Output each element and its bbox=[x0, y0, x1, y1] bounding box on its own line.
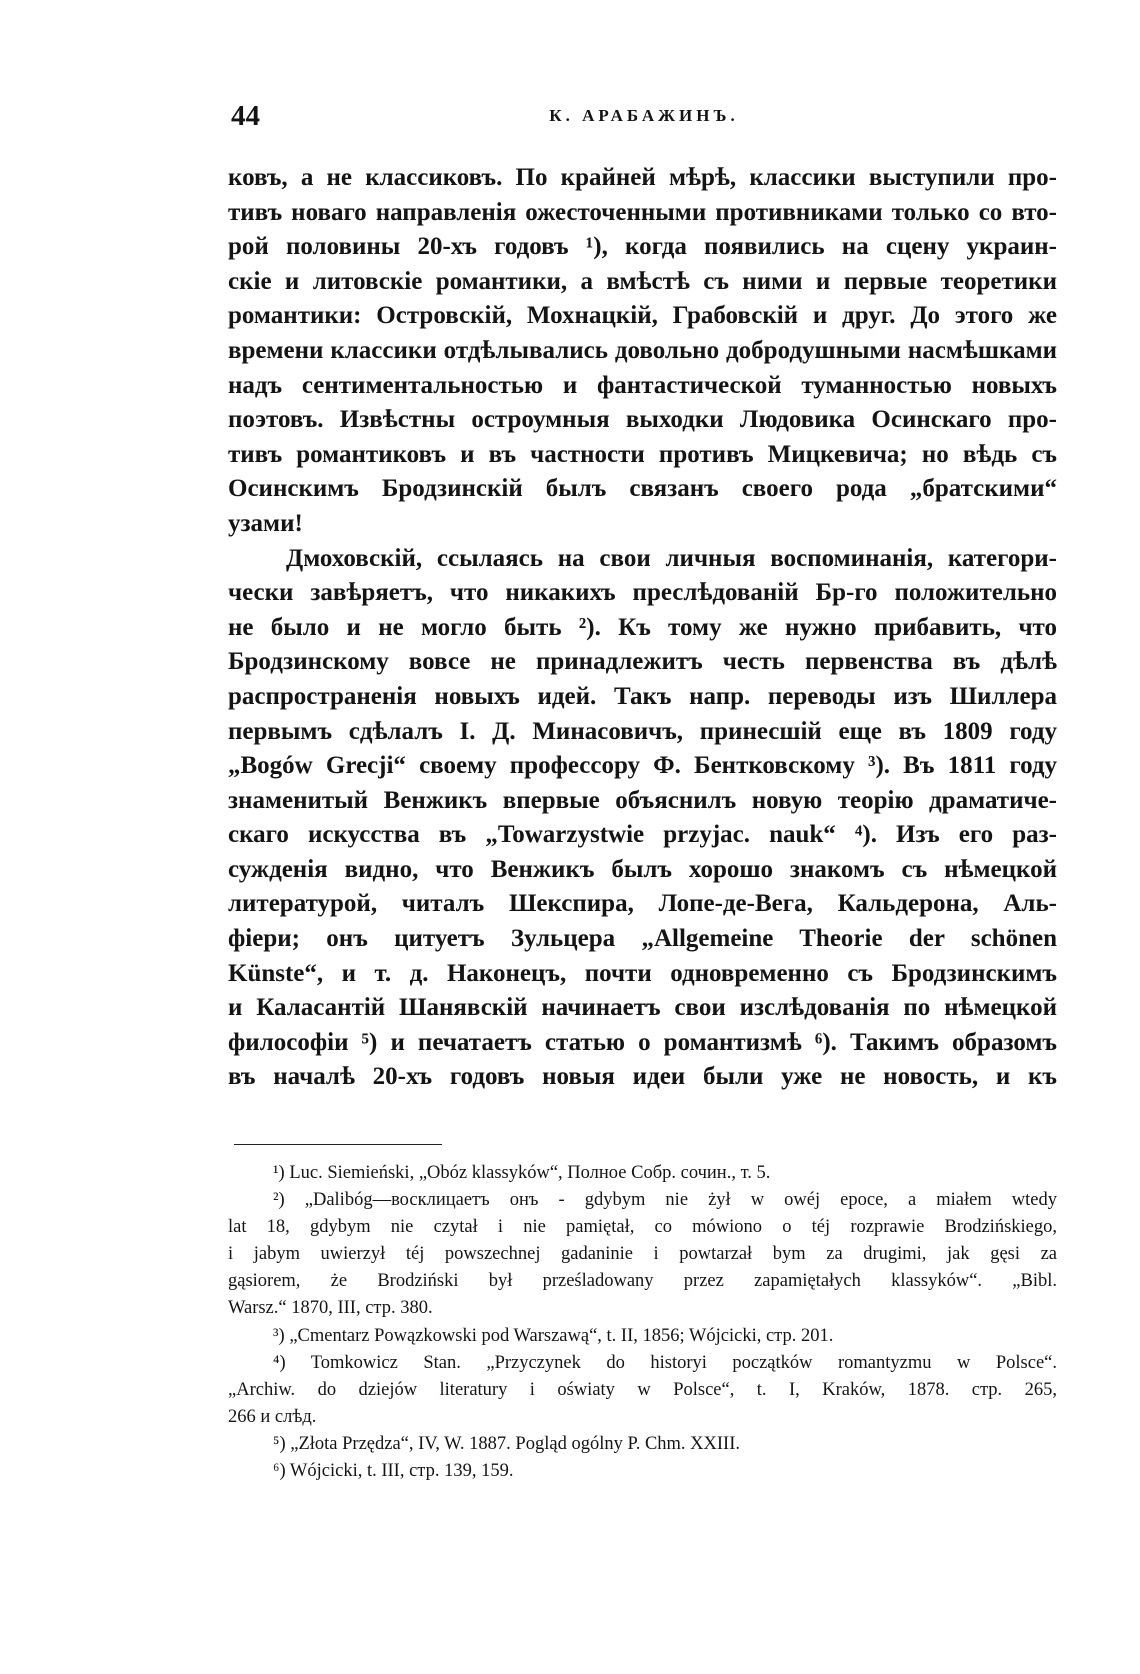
footnotes bbox=[228, 1160, 1057, 1485]
footnote-line: ⁴) Tomkowicz Stan. „Przyczynek do historyi początków romantyzmu w Polsce“. bbox=[273, 1352, 1057, 1373]
text-line: Künste“, и т. д. Наконецъ, почти одновременно съ Бродзинскимъ bbox=[228, 959, 1057, 987]
text-line: тивъ романтиковъ и въ частности противъ Мицкевича; но вѣдь съ bbox=[228, 440, 1057, 468]
text-line: литературой, читалъ Шекспира, Лопе-де-Вега, Кальдерона, Аль- bbox=[228, 890, 1057, 918]
text-line: романтики: Островскій, Мохнацкій, Грабовскій и друг. До этого же bbox=[228, 302, 1057, 330]
text-line: первымъ сдѣлалъ І. Д. Минасовичъ, принесшій еще въ 1809 году bbox=[228, 717, 1057, 745]
text-line: узами! bbox=[228, 509, 303, 537]
page-header bbox=[231, 96, 1057, 136]
text-line: скіе и литовскіе романтики, а вмѣстѣ съ ними и первые теоретики bbox=[228, 267, 1057, 295]
text-line: „Bogów Grecji“ своему профессору Ф. Бентковскому ³). Въ 1811 году bbox=[228, 752, 1057, 780]
text-line: распространенія новыхъ идей. Такъ напр. переводы изъ Шиллера bbox=[228, 682, 1057, 710]
footnote-divider bbox=[234, 1144, 442, 1145]
text-line: времени классики отдѣлывались довольно добродушными насмѣшками bbox=[228, 336, 1057, 364]
footnote-line: ²) „Dalibóg—восклицаетъ онъ - gdybym nie żył w owéj epoce, a miałem wtedy bbox=[273, 1190, 1057, 1211]
text-line: рой половины 20-хъ годовъ ¹), когда появились на сцену украин- bbox=[228, 233, 1057, 261]
footnote-line: „Archiw. do dziejów literatury i oświaty w Polsce“, t. I, Kraków, 1878. стр. 265, bbox=[228, 1379, 1057, 1400]
footnote-line: lat 18, gdybym nie czytał i nie pamiętał, co mówiono o téj rozprawie Brodzińskiego, bbox=[228, 1217, 1057, 1238]
footnote-line: ¹) Luc. Siemieński, „Obóz klassyków“, Полное Собр. сочин., т. 5. bbox=[273, 1163, 771, 1183]
text-line: Дмоховскій, ссылаясь на свои личныя воспоминанія, категори- bbox=[286, 544, 1057, 572]
page-number: 44 bbox=[231, 100, 260, 132]
text-line: надъ сентиментальностью и фантастической туманностью новыхъ bbox=[228, 371, 1057, 399]
text-line: Бродзинскому вовсе не принадлежитъ честь первенства въ дѣлѣ bbox=[228, 648, 1057, 676]
text-line: чески завѣряетъ, что никакихъ преслѣдованій Бр-го положительно bbox=[228, 579, 1057, 607]
footnote-line: 266 и слѣд. bbox=[228, 1406, 317, 1427]
main-text bbox=[228, 161, 1057, 1095]
text-line: знаменитый Венжикъ впервые объяснилъ новую теорію драматиче- bbox=[228, 786, 1057, 814]
text-line: философіи ⁵) и печатаетъ статью о романтизмѣ ⁶). Такимъ образомъ bbox=[228, 1028, 1057, 1056]
text-line: скаго искусства въ „Towarzystwie przyjac. nauk“ ⁴). Изъ его раз- bbox=[228, 821, 1057, 849]
text-line: тивъ новаго направленія ожесточенными противниками только со вто- bbox=[228, 198, 1057, 226]
footnote-line: ⁶) Wójcicki, t. III, стр. 139, 159. bbox=[273, 1461, 514, 1482]
text-line: въ началѣ 20-хъ годовъ новыя идеи были уже не новость, и къ bbox=[228, 1063, 1057, 1091]
footnote-line: gąsiorem, że Brodziński był prześladowany przez zapamiętałych klassyków“. „Bibl. bbox=[228, 1271, 1057, 1292]
text-line: ковъ, а не классиковъ. По крайней мѣрѣ, классики выступили про- bbox=[228, 164, 1057, 191]
text-line: поэтовъ. Извѣстны остроумныя выходки Людовика Осинскаго про- bbox=[228, 406, 1057, 434]
footnote-line: Warsz.“ 1870, III, стр. 380. bbox=[228, 1298, 433, 1319]
footnote-line: ⁵) „Złota Przędza“, IV, W. 1887. Pogląd ogólny P. Chm. XXIII. bbox=[273, 1433, 741, 1454]
text-line: не было и не могло быть ²). Къ тому же нужно прибавить, что bbox=[228, 613, 1057, 641]
text-line: сужденія видно, что Венжикъ былъ хорошо знакомъ съ нѣмецкой bbox=[228, 855, 1057, 883]
running-head: К. АРАБАЖИНЪ. bbox=[549, 106, 739, 125]
text-line: фіери; онъ цитуетъ Зульцера „Allgemeine Theorie der schönen bbox=[228, 925, 1057, 953]
footnote-line: i jabym uwierzył téj powszechnej gadaninie i powtarzał bym za drugimi, jak gęsi za bbox=[228, 1244, 1057, 1265]
footnote-line: ³) „Cmentarz Powązkowski pod Warszawą“, t. II, 1856; Wójcicki, стр. 201. bbox=[273, 1325, 834, 1346]
text-line: Осинскимъ Бродзинскій былъ связанъ своего рода „братскими“ bbox=[228, 475, 1057, 503]
text-line: и Каласантій Шанявскій начинаетъ свои изслѣдованія по нѣмецкой bbox=[228, 994, 1057, 1022]
